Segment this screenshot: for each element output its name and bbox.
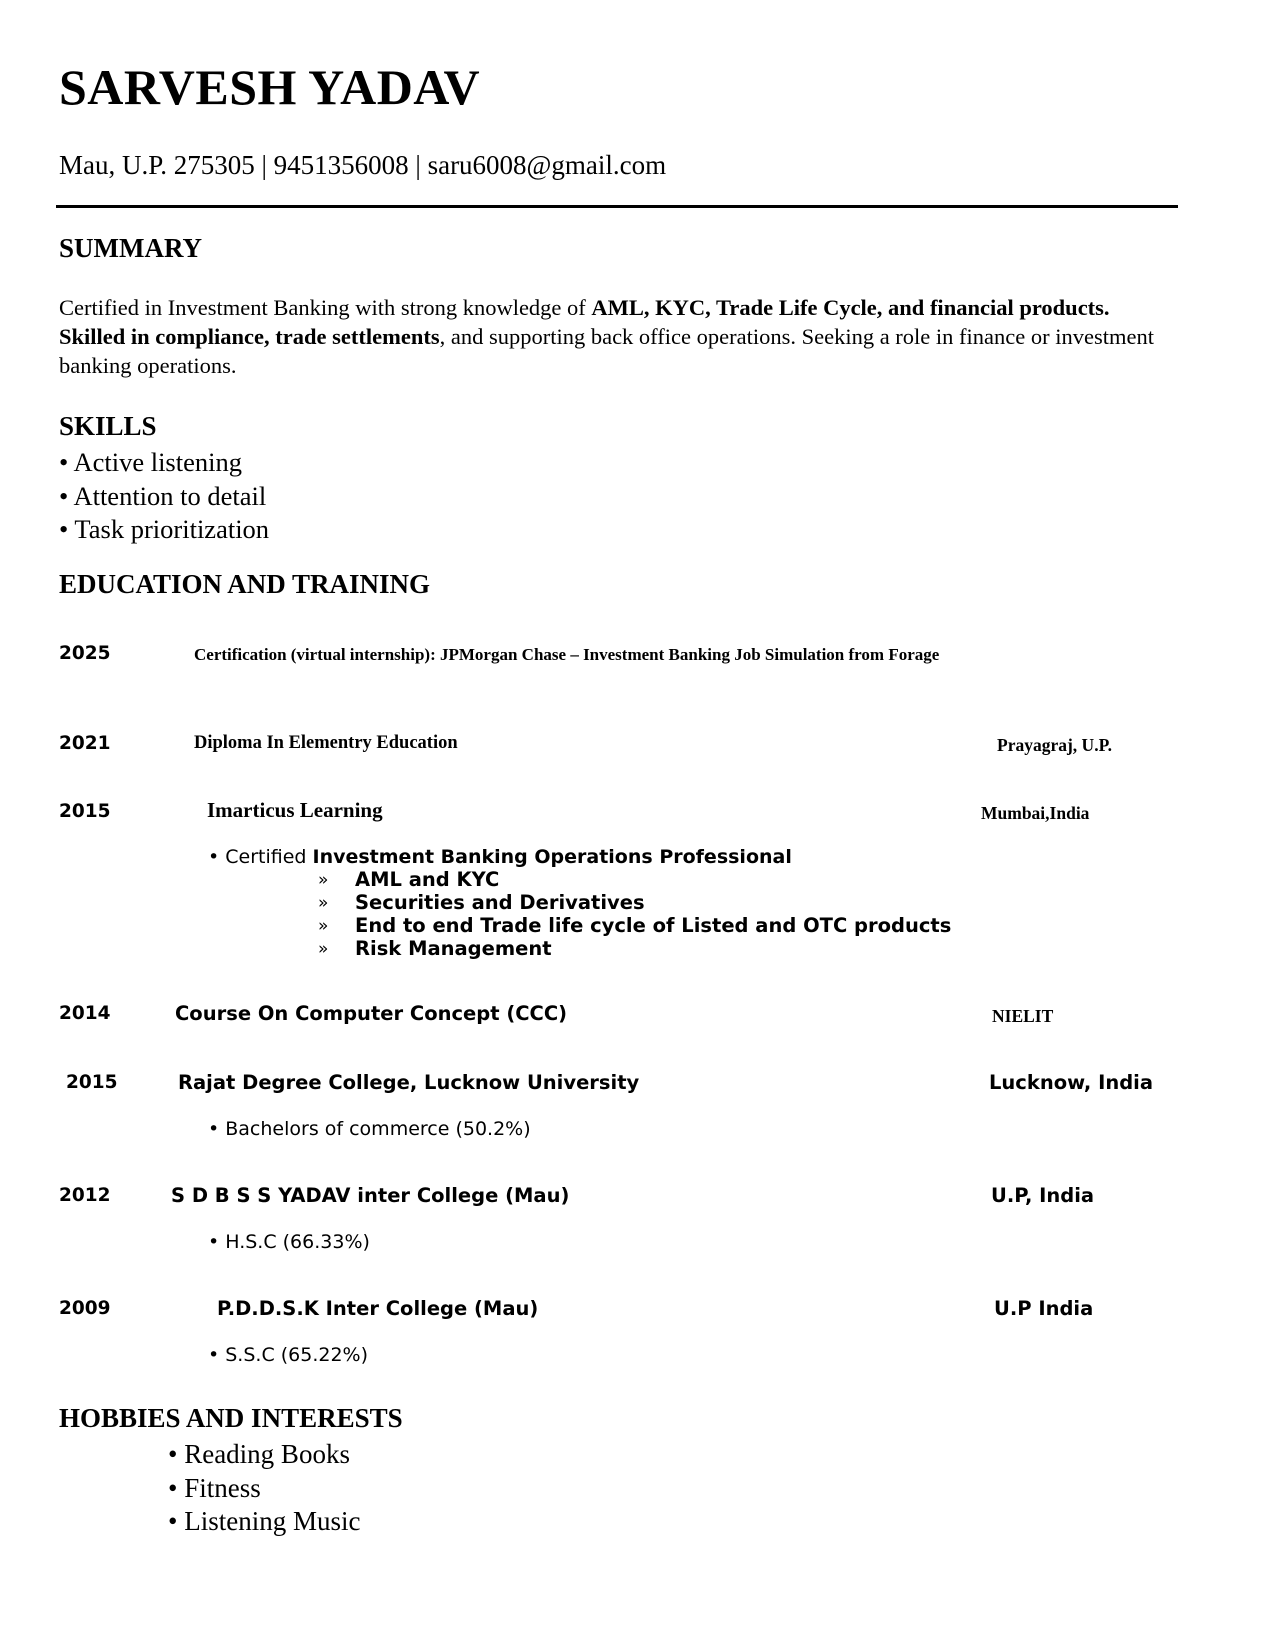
skill-item: • Attention to detail: [59, 480, 267, 511]
subitem-marker: »: [318, 939, 329, 959]
skill-item: • Active listening: [59, 447, 242, 477]
contact-line: Mau, U.P. 275305 | 9451356008 | saru6008@gmail.com: [59, 150, 667, 180]
bullet-prefix: • Certified: [208, 846, 313, 868]
candidate-name: SARVESH YADAV: [59, 59, 481, 115]
education-year: 2025: [59, 643, 111, 664]
hobby-item: • Fitness: [168, 1472, 261, 1503]
education-bullet: [208, 846, 792, 868]
summary-heading: SUMMARY: [59, 233, 203, 263]
education-title: Course On Computer Concept (CCC): [175, 1002, 568, 1025]
subitem-marker: »: [318, 870, 329, 890]
education-subitem: Risk Management: [355, 937, 552, 960]
header-divider: [56, 205, 1178, 208]
education-bullet: • S.S.C (65.22%): [208, 1344, 369, 1366]
education-bullet: • H.S.C (66.33%): [208, 1231, 370, 1253]
summary-text: [59, 293, 1179, 380]
education-year: 2009: [59, 1298, 111, 1319]
education-year: 2014: [59, 1003, 111, 1024]
education-subitem: Securities and Derivatives: [355, 891, 645, 914]
education-title: S D B S S YADAV inter College (Mau): [171, 1184, 570, 1207]
education-title: Certification (virtual internship): JPMorgan Chase – Investment Banking Job Simulation from Forage: [194, 645, 940, 664]
education-title: Diploma In Elementry Education: [194, 733, 458, 753]
education-year: 2012: [59, 1185, 111, 1206]
education-year: 2015: [59, 801, 111, 822]
education-location: NIELIT: [992, 1006, 1054, 1026]
education-subitem: End to end Trade life cycle of Listed and OTC products: [355, 914, 952, 937]
education-location: Lucknow, India: [989, 1071, 1154, 1094]
bullet-bold: Investment Banking Operations Professional: [312, 846, 792, 868]
skills-heading: SKILLS: [59, 411, 157, 441]
hobbies-heading: HOBBIES AND INTERESTS: [59, 1403, 403, 1433]
education-location: Prayagraj, U.P.: [997, 735, 1113, 755]
education-location: U.P India: [994, 1297, 1094, 1320]
education-heading: EDUCATION AND TRAINING: [59, 569, 431, 599]
education-title: P.D.D.S.K Inter College (Mau): [217, 1297, 539, 1320]
hobby-item: • Listening Music: [168, 1506, 361, 1536]
education-title: Rajat Degree College, Lucknow University: [178, 1071, 640, 1094]
education-bullet: • Bachelors of commerce (50.2%): [208, 1118, 531, 1140]
skills-list: [59, 446, 269, 547]
summary-text-part2: , and supporting back office operations. Seeking a role in finance or investment banking operations.: [59, 324, 1154, 378]
subitem-marker: »: [318, 893, 329, 913]
hobby-item: • Reading Books: [168, 1439, 350, 1469]
summary-text-bold: AML, KYC, Trade Life Cycle, and financial products. Skilled in compliance, trade settlements: [59, 295, 1110, 349]
hobbies-list: [168, 1438, 360, 1539]
education-year: 2015: [66, 1072, 118, 1093]
skill-item: • Task prioritization: [59, 514, 270, 544]
summary-text-part1: Certified in Investment Banking with strong knowledge of: [59, 295, 592, 320]
education-year: 2021: [59, 733, 111, 754]
education-location: Mumbai,India: [981, 803, 1090, 823]
education-location: U.P, India: [991, 1184, 1095, 1207]
education-subitem: AML and KYC: [355, 868, 500, 891]
subitem-marker: »: [318, 916, 329, 936]
education-title: Imarticus Learning: [207, 798, 383, 822]
